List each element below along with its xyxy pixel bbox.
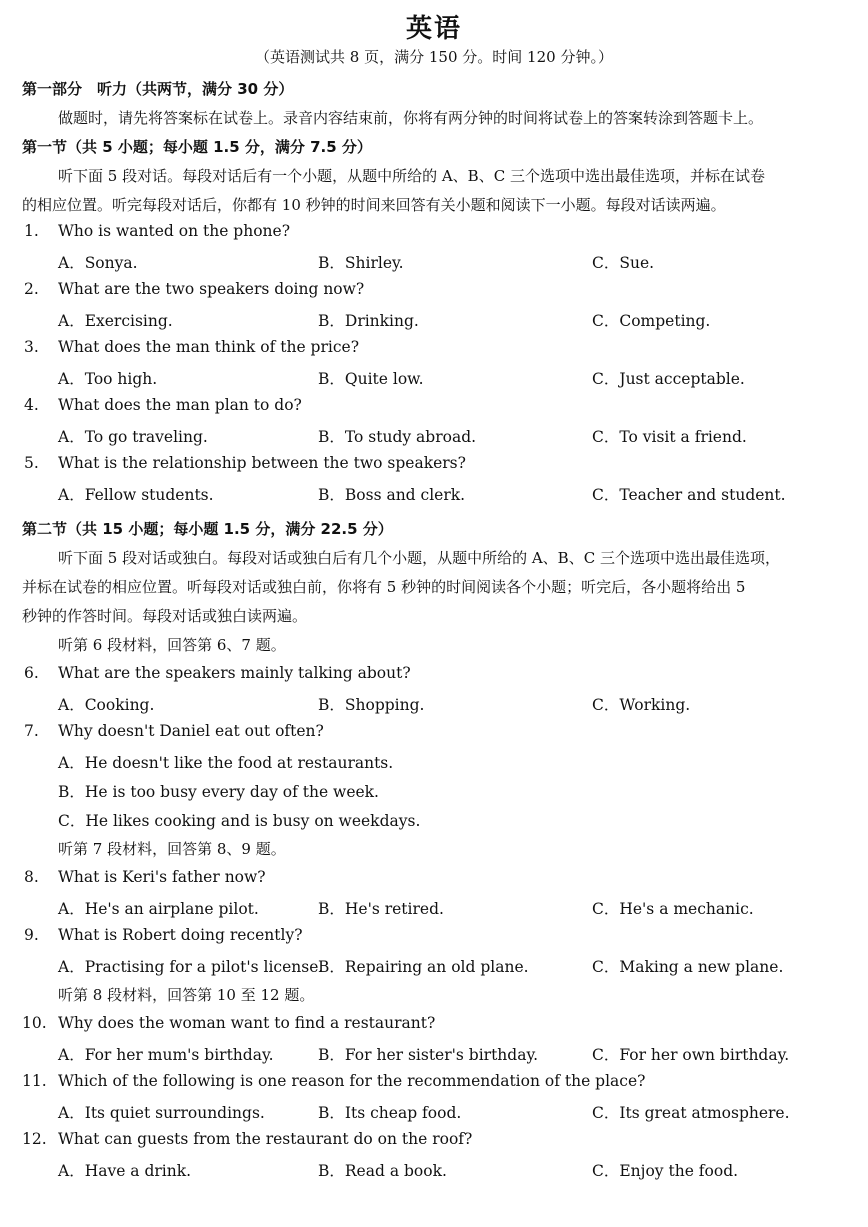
section2-instruction-line3: 秒钟的作答时间。每段对话或独白读两遍。: [22, 607, 308, 625]
question-text: Who is wanted on the phone?: [58, 222, 291, 240]
question-number: 5.: [24, 454, 39, 472]
option-c: C．For her own birthday.: [592, 1046, 790, 1064]
option-b: B．Read a book.: [318, 1162, 447, 1180]
option-a: A．Practising for a pilot's license.: [58, 958, 324, 976]
question-number: 8.: [24, 868, 39, 886]
question-number: 9.: [24, 926, 39, 944]
question-text: Which of the following is one reason for the recommendation of the place?: [58, 1072, 646, 1090]
section1-instruction-line2: 的相应位置。听完每段对话后，你都有 10 秒钟的时间来回答有关小题和阅读下一小题。每段对话读两遍。: [22, 196, 726, 214]
option-b: B．Drinking.: [318, 312, 419, 330]
question-text: What is the relationship between the two speakers?: [58, 454, 466, 472]
question-text: What does the man plan to do?: [58, 396, 302, 414]
question-text: What can guests from the restaurant do on the roof?: [58, 1130, 473, 1148]
material-8-note: 听第 8 段材料，回答第 10 至 12 题。: [58, 986, 315, 1004]
part1-heading: 第一部分 听力（共两节，满分 30 分）: [22, 80, 294, 98]
option-c: C．Just acceptable.: [592, 370, 745, 388]
option-b: B．He is too busy every day of the week.: [58, 783, 379, 801]
option-c: C．Making a new plane.: [592, 958, 784, 976]
option-b: B．Shopping.: [318, 696, 425, 714]
option-b: B．He's retired.: [318, 900, 444, 918]
section1-instruction-line1: 听下面 5 段对话。每段对话后有一个小题，从题中所给的 A、B、C 三个选项中选出最佳选项，并标在试卷: [58, 167, 765, 185]
question-text: What is Keri's father now?: [58, 868, 266, 886]
section2-instruction-line1: 听下面 5 段对话或独白。每段对话或独白后有几个小题，从题中所给的 A、B、C 三个选项中选出最佳选项，: [58, 549, 780, 567]
option-c: C．Enjoy the food.: [592, 1162, 739, 1180]
option-a: A．Too high.: [58, 370, 158, 388]
page-title: 英语: [405, 14, 462, 44]
option-c: C．Sue.: [592, 254, 655, 272]
page-subtitle: （英语测试共 8 页，满分 150 分。时间 120 分钟。）: [255, 48, 613, 66]
section2-instruction-line2: 并标在试卷的相应位置。听每段对话或独白前，你将有 5 秒钟的时间阅读各个小题；听完后，各小题将给出 5: [22, 578, 746, 596]
question-number: 3.: [24, 338, 39, 356]
option-c: C．He likes cooking and is busy on weekdays.: [58, 812, 421, 830]
option-c: C．Working.: [592, 696, 691, 714]
question-number: 11.: [22, 1072, 47, 1090]
option-a: A．Sonya.: [58, 254, 138, 272]
option-c: C．Competing.: [592, 312, 711, 330]
option-b: B．To study abroad.: [318, 428, 477, 446]
question-number: 1.: [24, 222, 39, 240]
section2-heading: 第二节（共 15 小题；每小题 1.5 分，满分 22.5 分）: [22, 520, 393, 538]
question-number: 7.: [24, 722, 39, 740]
option-c: C．He's a mechanic.: [592, 900, 754, 918]
question-text: What are the speakers mainly talking about?: [58, 664, 411, 682]
option-a: A．He doesn't like the food at restaurants.: [58, 754, 394, 772]
section1-heading: 第一节（共 5 小题；每小题 1.5 分，满分 7.5 分）: [22, 138, 372, 156]
question-text: What are the two speakers doing now?: [58, 280, 365, 298]
question-number: 2.: [24, 280, 39, 298]
material-7-note: 听第 7 段材料，回答第 8、9 题。: [58, 840, 286, 858]
question-text: What is Robert doing recently?: [58, 926, 303, 944]
option-b: B．Boss and clerk.: [318, 486, 466, 504]
option-a: A．He's an airplane pilot.: [58, 900, 259, 918]
part1-instruction: 做题时，请先将答案标在试卷上。录音内容结束前，你将有两分钟的时间将试卷上的答案转涂到答题卡上。: [58, 109, 764, 127]
option-a: A．Its quiet surroundings.: [58, 1104, 265, 1122]
question-text: Why does the woman want to find a restaurant?: [58, 1014, 436, 1032]
option-c: C．Teacher and student.: [592, 486, 786, 504]
material-6-note: 听第 6 段材料，回答第 6、7 题。: [58, 636, 286, 654]
option-c: C．To visit a friend.: [592, 428, 747, 446]
option-b: B．For her sister's birthday.: [318, 1046, 539, 1064]
option-a: A．Cooking.: [58, 696, 155, 714]
option-c: C．Its great atmosphere.: [592, 1104, 790, 1122]
option-b: B．Shirley.: [318, 254, 404, 272]
option-b: B．Repairing an old plane.: [318, 958, 529, 976]
option-b: B．Its cheap food.: [318, 1104, 462, 1122]
question-number: 10.: [22, 1014, 47, 1032]
option-a: A．For her mum's birthday.: [58, 1046, 274, 1064]
option-a: A．Exercising.: [58, 312, 173, 330]
option-a: A．Have a drink.: [58, 1162, 192, 1180]
question-number: 6.: [24, 664, 39, 682]
option-b: B．Quite low.: [318, 370, 424, 388]
question-text: Why doesn't Daniel eat out often?: [58, 722, 324, 740]
option-a: A．To go traveling.: [58, 428, 208, 446]
option-a: A．Fellow students.: [58, 486, 214, 504]
question-number: 4.: [24, 396, 39, 414]
question-text: What does the man think of the price?: [58, 338, 360, 356]
question-number: 12.: [22, 1130, 47, 1148]
